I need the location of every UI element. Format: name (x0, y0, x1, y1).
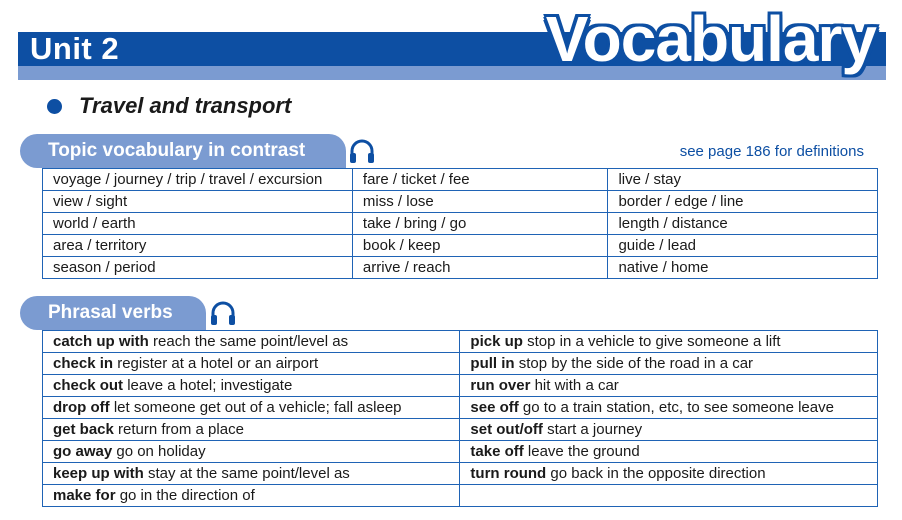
phrasal-verb: set out/off (470, 420, 543, 438)
phrasal-verb-cell (43, 441, 460, 463)
phrasal-verb-cell (43, 485, 460, 507)
table-row (43, 213, 878, 235)
phrasal-verb-cell (460, 331, 878, 353)
phrasal-verb-definition: go to a train station, etc, to see someone leave (518, 398, 834, 416)
phrasal-verb: get back (53, 420, 114, 438)
vocab-cell: voyage / journey / trip / travel / excursion (43, 169, 353, 191)
table-row (43, 235, 878, 257)
section-heading: Vocabulary (545, 3, 876, 75)
phrasal-verb: pick up (470, 332, 523, 350)
phrasal-verb: drop off (53, 398, 110, 416)
phrasal-verb-definition: register at a hotel or an airport (113, 354, 319, 372)
table-row (43, 463, 878, 485)
table-row (43, 353, 878, 375)
empty-cell (460, 485, 878, 507)
phrasal-verb-cell (460, 375, 878, 397)
phrasal-verb: go away (53, 442, 113, 460)
headphones-icon[interactable] (347, 136, 377, 166)
vocab-cell: arrive / reach (352, 257, 608, 279)
phrasal-verb-cell (43, 353, 460, 375)
bullet-icon (47, 99, 62, 114)
topic-vocab-table (42, 168, 878, 279)
vocab-cell: season / period (43, 257, 353, 279)
phrasal-verb-definition: reach the same point/level as (148, 332, 349, 350)
vocab-cell: take / bring / go (352, 213, 608, 235)
phrasal-verb-definition: go in the direction of (115, 486, 255, 504)
phrasal-verb-cell (43, 331, 460, 353)
phrasal-verb: pull in (470, 354, 515, 372)
phrasal-verb-cell (43, 463, 460, 485)
phrasal-verb-cell (460, 353, 878, 375)
topic-title: Travel and transport (79, 93, 292, 118)
phrasal-verb-definition: hit with a car (530, 376, 619, 394)
vocab-cell: view / sight (43, 191, 353, 213)
phrasal-verb: catch up with (53, 332, 149, 350)
phrasal-verb-definition: leave a hotel; investigate (123, 376, 293, 394)
topic-vocab-heading: Topic vocabulary in contrast (20, 134, 346, 168)
phrasal-verb-definition: go back in the opposite direction (546, 464, 766, 482)
phrasal-verb-cell (43, 375, 460, 397)
phrasal-verb-cell (460, 463, 878, 485)
vocab-cell: book / keep (352, 235, 608, 257)
phrasal-verb-definition: leave the ground (523, 442, 640, 460)
phrasal-verb: run over (470, 376, 531, 394)
phrasal-verb: see off (470, 398, 519, 416)
phrasal-verb-definition: stop by the side of the road in a car (514, 354, 754, 372)
table-row (43, 375, 878, 397)
phrasal-verb: check in (53, 354, 114, 372)
vocab-cell: world / earth (43, 213, 353, 235)
table-row (43, 441, 878, 463)
phrasal-verb-definition: let someone get out of a vehicle; fall asleep (109, 398, 402, 416)
unit-title: Unit 2 (30, 31, 120, 66)
phrasal-verb-cell (460, 397, 878, 419)
table-row (43, 419, 878, 441)
phrasal-verbs-heading: Phrasal verbs (20, 296, 206, 330)
phrasal-verb-definition: stop in a vehicle to give someone a lift (522, 332, 781, 350)
vocab-cell: native / home (608, 257, 878, 279)
vocab-cell: live / stay (608, 169, 878, 191)
phrasal-verb: check out (53, 376, 124, 394)
definitions-note: see page 186 for definitions (679, 143, 864, 160)
table-row (43, 485, 878, 507)
phrasal-verb-cell (460, 419, 878, 441)
phrasal-verb-definition: return from a place (113, 420, 244, 438)
phrasal-verb-definition: go on holiday (112, 442, 206, 460)
table-row (43, 191, 878, 213)
vocab-cell: length / distance (608, 213, 878, 235)
phrasal-verb: take off (470, 442, 524, 460)
phrasal-verb-cell (43, 419, 460, 441)
table-row (43, 169, 878, 191)
phrasal-verb: keep up with (53, 464, 144, 482)
phrasal-verbs-table (42, 330, 878, 507)
table-row (43, 331, 878, 353)
phrasal-verb: make for (53, 486, 116, 504)
phrasal-verb-definition: stay at the same point/level as (143, 464, 350, 482)
phrasal-verb-cell (460, 441, 878, 463)
vocab-cell: area / territory (43, 235, 353, 257)
phrasal-verb: turn round (470, 464, 547, 482)
vocab-cell: miss / lose (352, 191, 608, 213)
phrasal-verb-definition: start a journey (542, 420, 643, 438)
vocab-cell: border / edge / line (608, 191, 878, 213)
phrasal-verb-cell (43, 397, 460, 419)
table-row (43, 257, 878, 279)
vocab-cell: fare / ticket / fee (352, 169, 608, 191)
headphones-icon[interactable] (208, 298, 238, 328)
vocab-cell: guide / lead (608, 235, 878, 257)
table-row (43, 397, 878, 419)
